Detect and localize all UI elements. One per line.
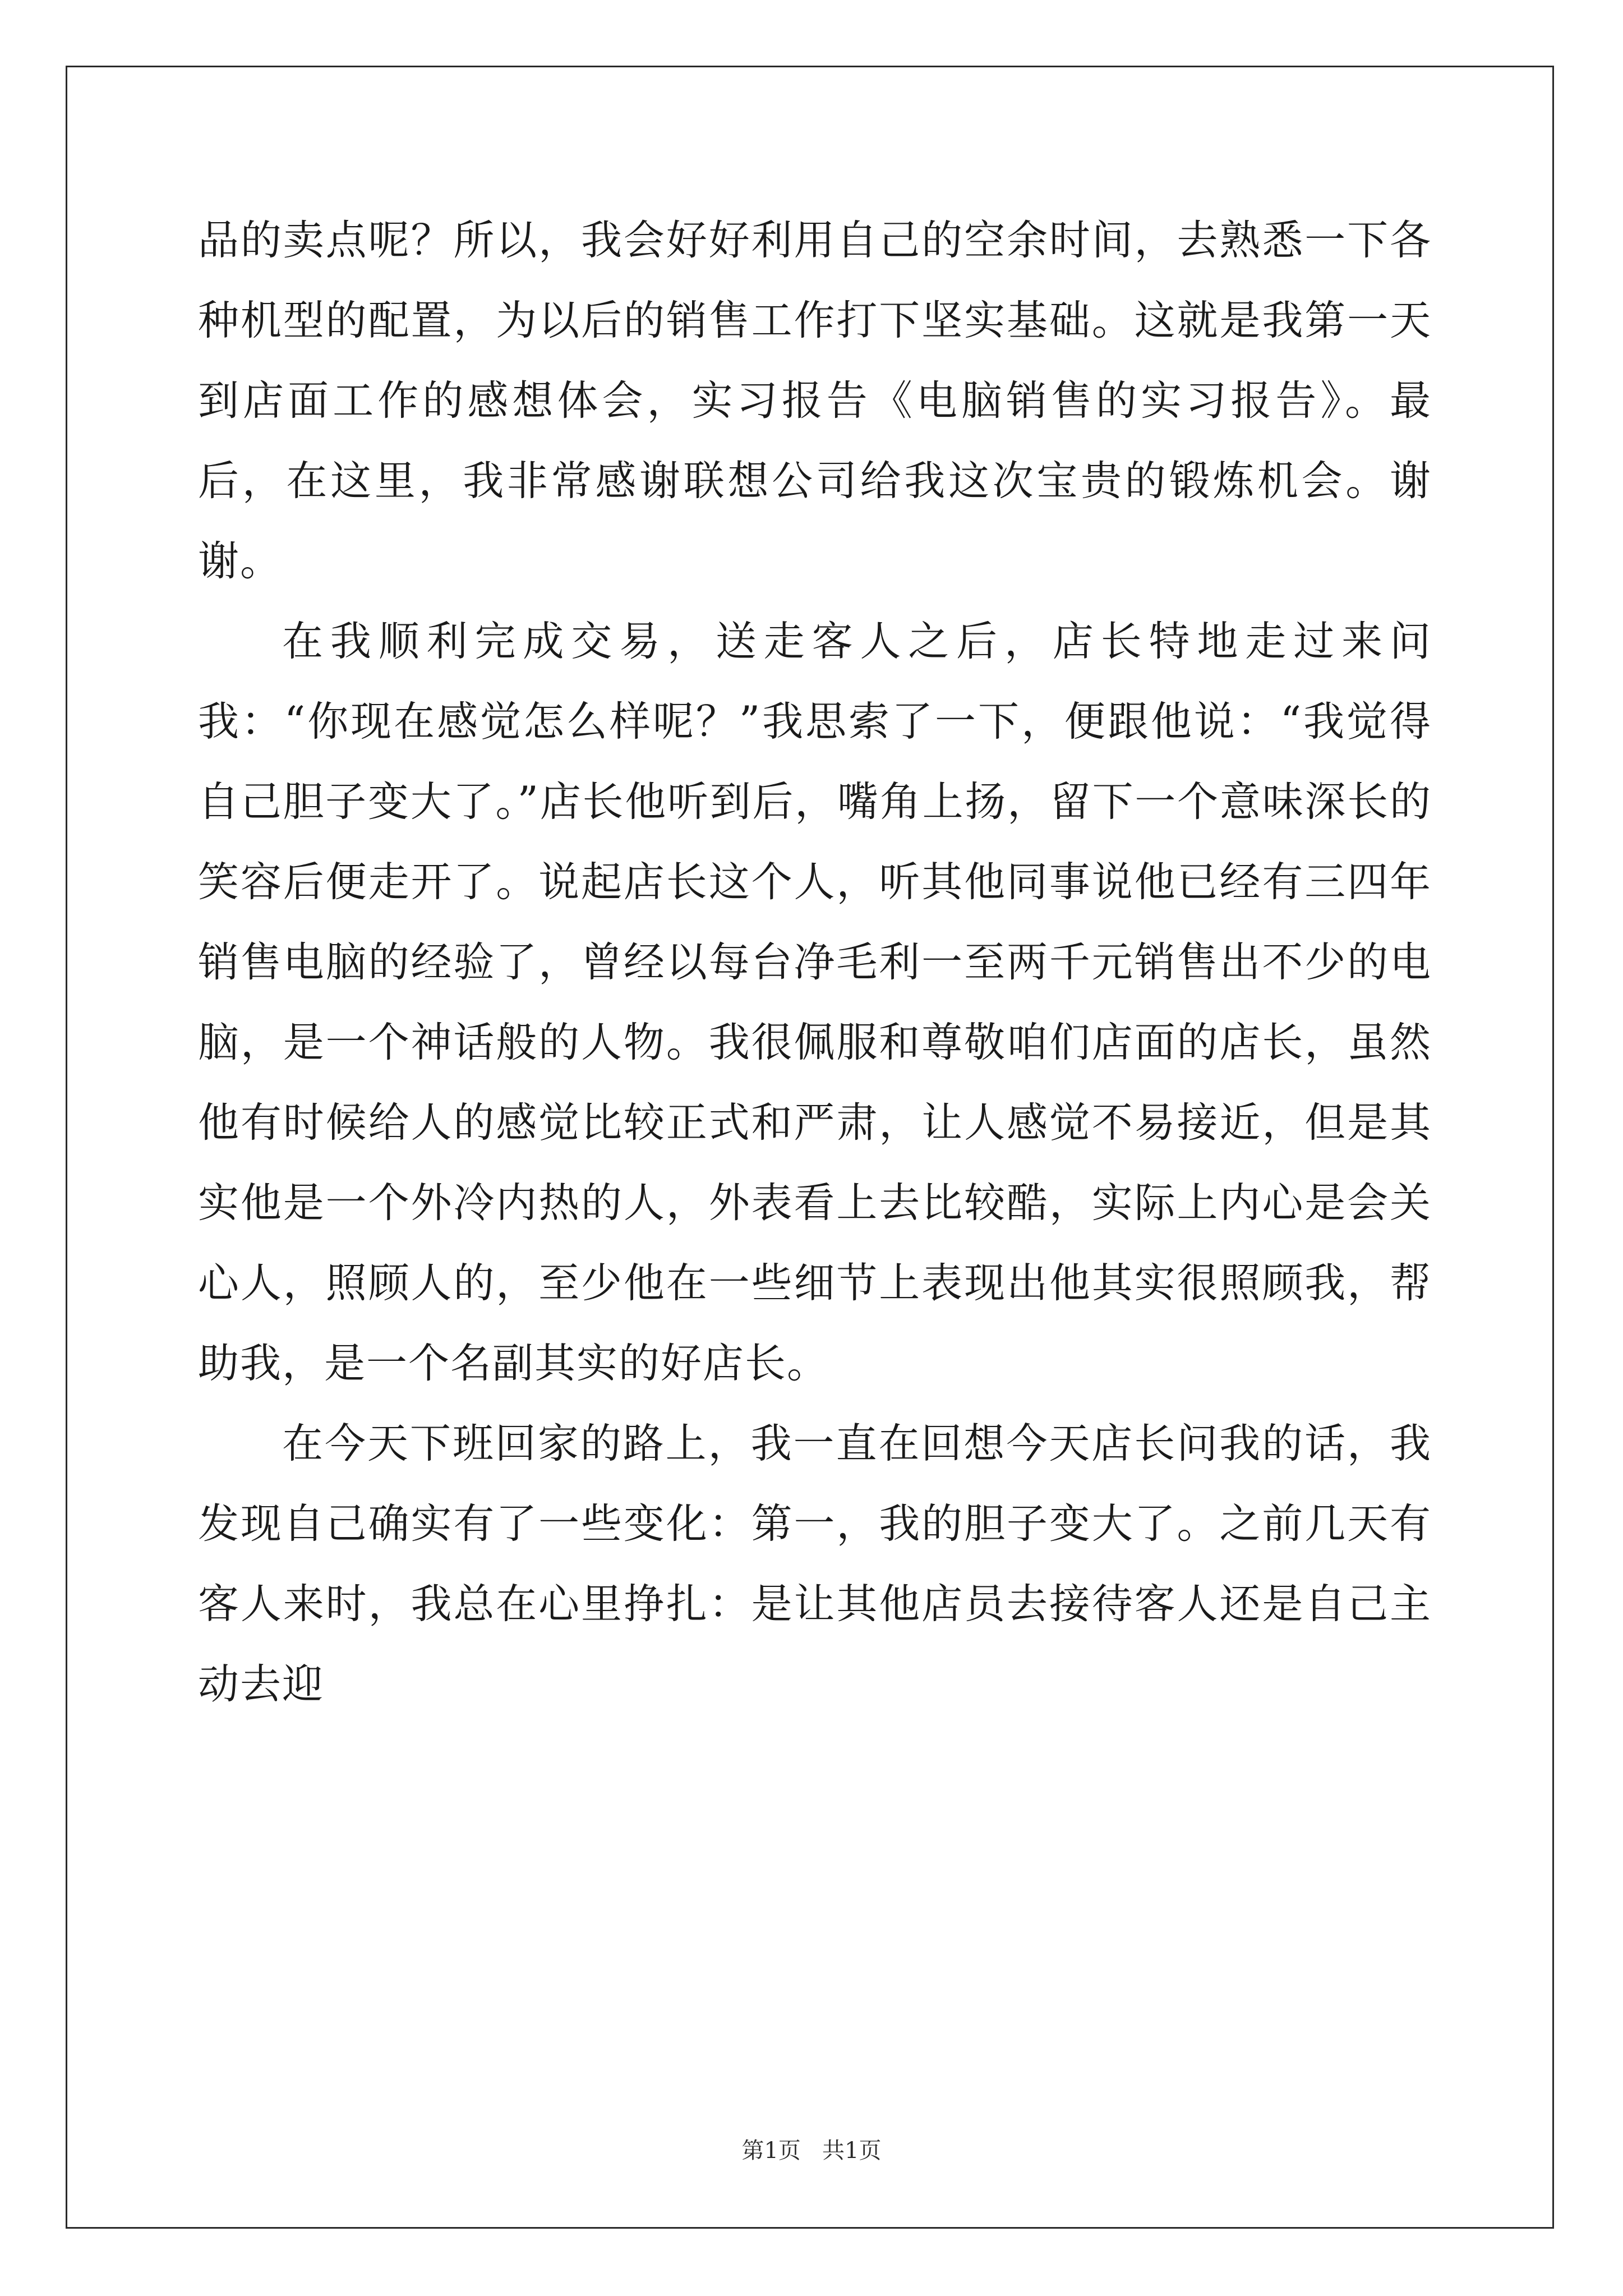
paragraph-3: 在今天下班回家的路上，我一直在回想今天店长问我的话，我发现自己确实有了一些变化：第一，我的胆子变大了。之前几天有客人来时，我总在心里挣扎：是让其他店员去接待客人还是自己主动去迎	[198, 1420, 1432, 1708]
document-body	[198, 200, 1432, 1724]
paragraph-1: 品的卖点呢？所以，我会好好利用自己的空余时间，去熟悉一下各种机型的配置，为以后的销售工作打下坚实基础。这就是我第一天到店面工作的感想体会，实习报告《电脑销售的实习报告》。最后，在这里，我非常感谢联想公司给我这次宝贵的锻炼机会。谢谢。	[198, 217, 1432, 585]
page-number-footer: 第1页 共1页	[741, 2138, 882, 2164]
paragraph-2: 在我顺利完成交易，送走客人之后，店长特地走过来问我：“你现在感觉怎么样呢？”我思索了一下，便跟他说：“我觉得自己胆子变大了。”店长他听到后，嘴角上扬，留下一个意味深长的笑容后便走开了。说起店长这个人，听其他同事说他已经有三四年销售电脑的经验了，曾经以每台净毛利一至两千元销售出不少的电脑，是一个神话般的人物。我很佩服和尊敬咱们店面的店长，虽然他有时候给人的感觉比较正式和严肃，让人感觉不易接近，但是其实他是一个外冷内热的人，外表看上去比较酷，实际上内心是会关心人，照顾人的，至少他在一些细节上表现出他其实很照顾我，帮助我，是一个名副其实的好店长。	[198, 618, 1432, 1387]
